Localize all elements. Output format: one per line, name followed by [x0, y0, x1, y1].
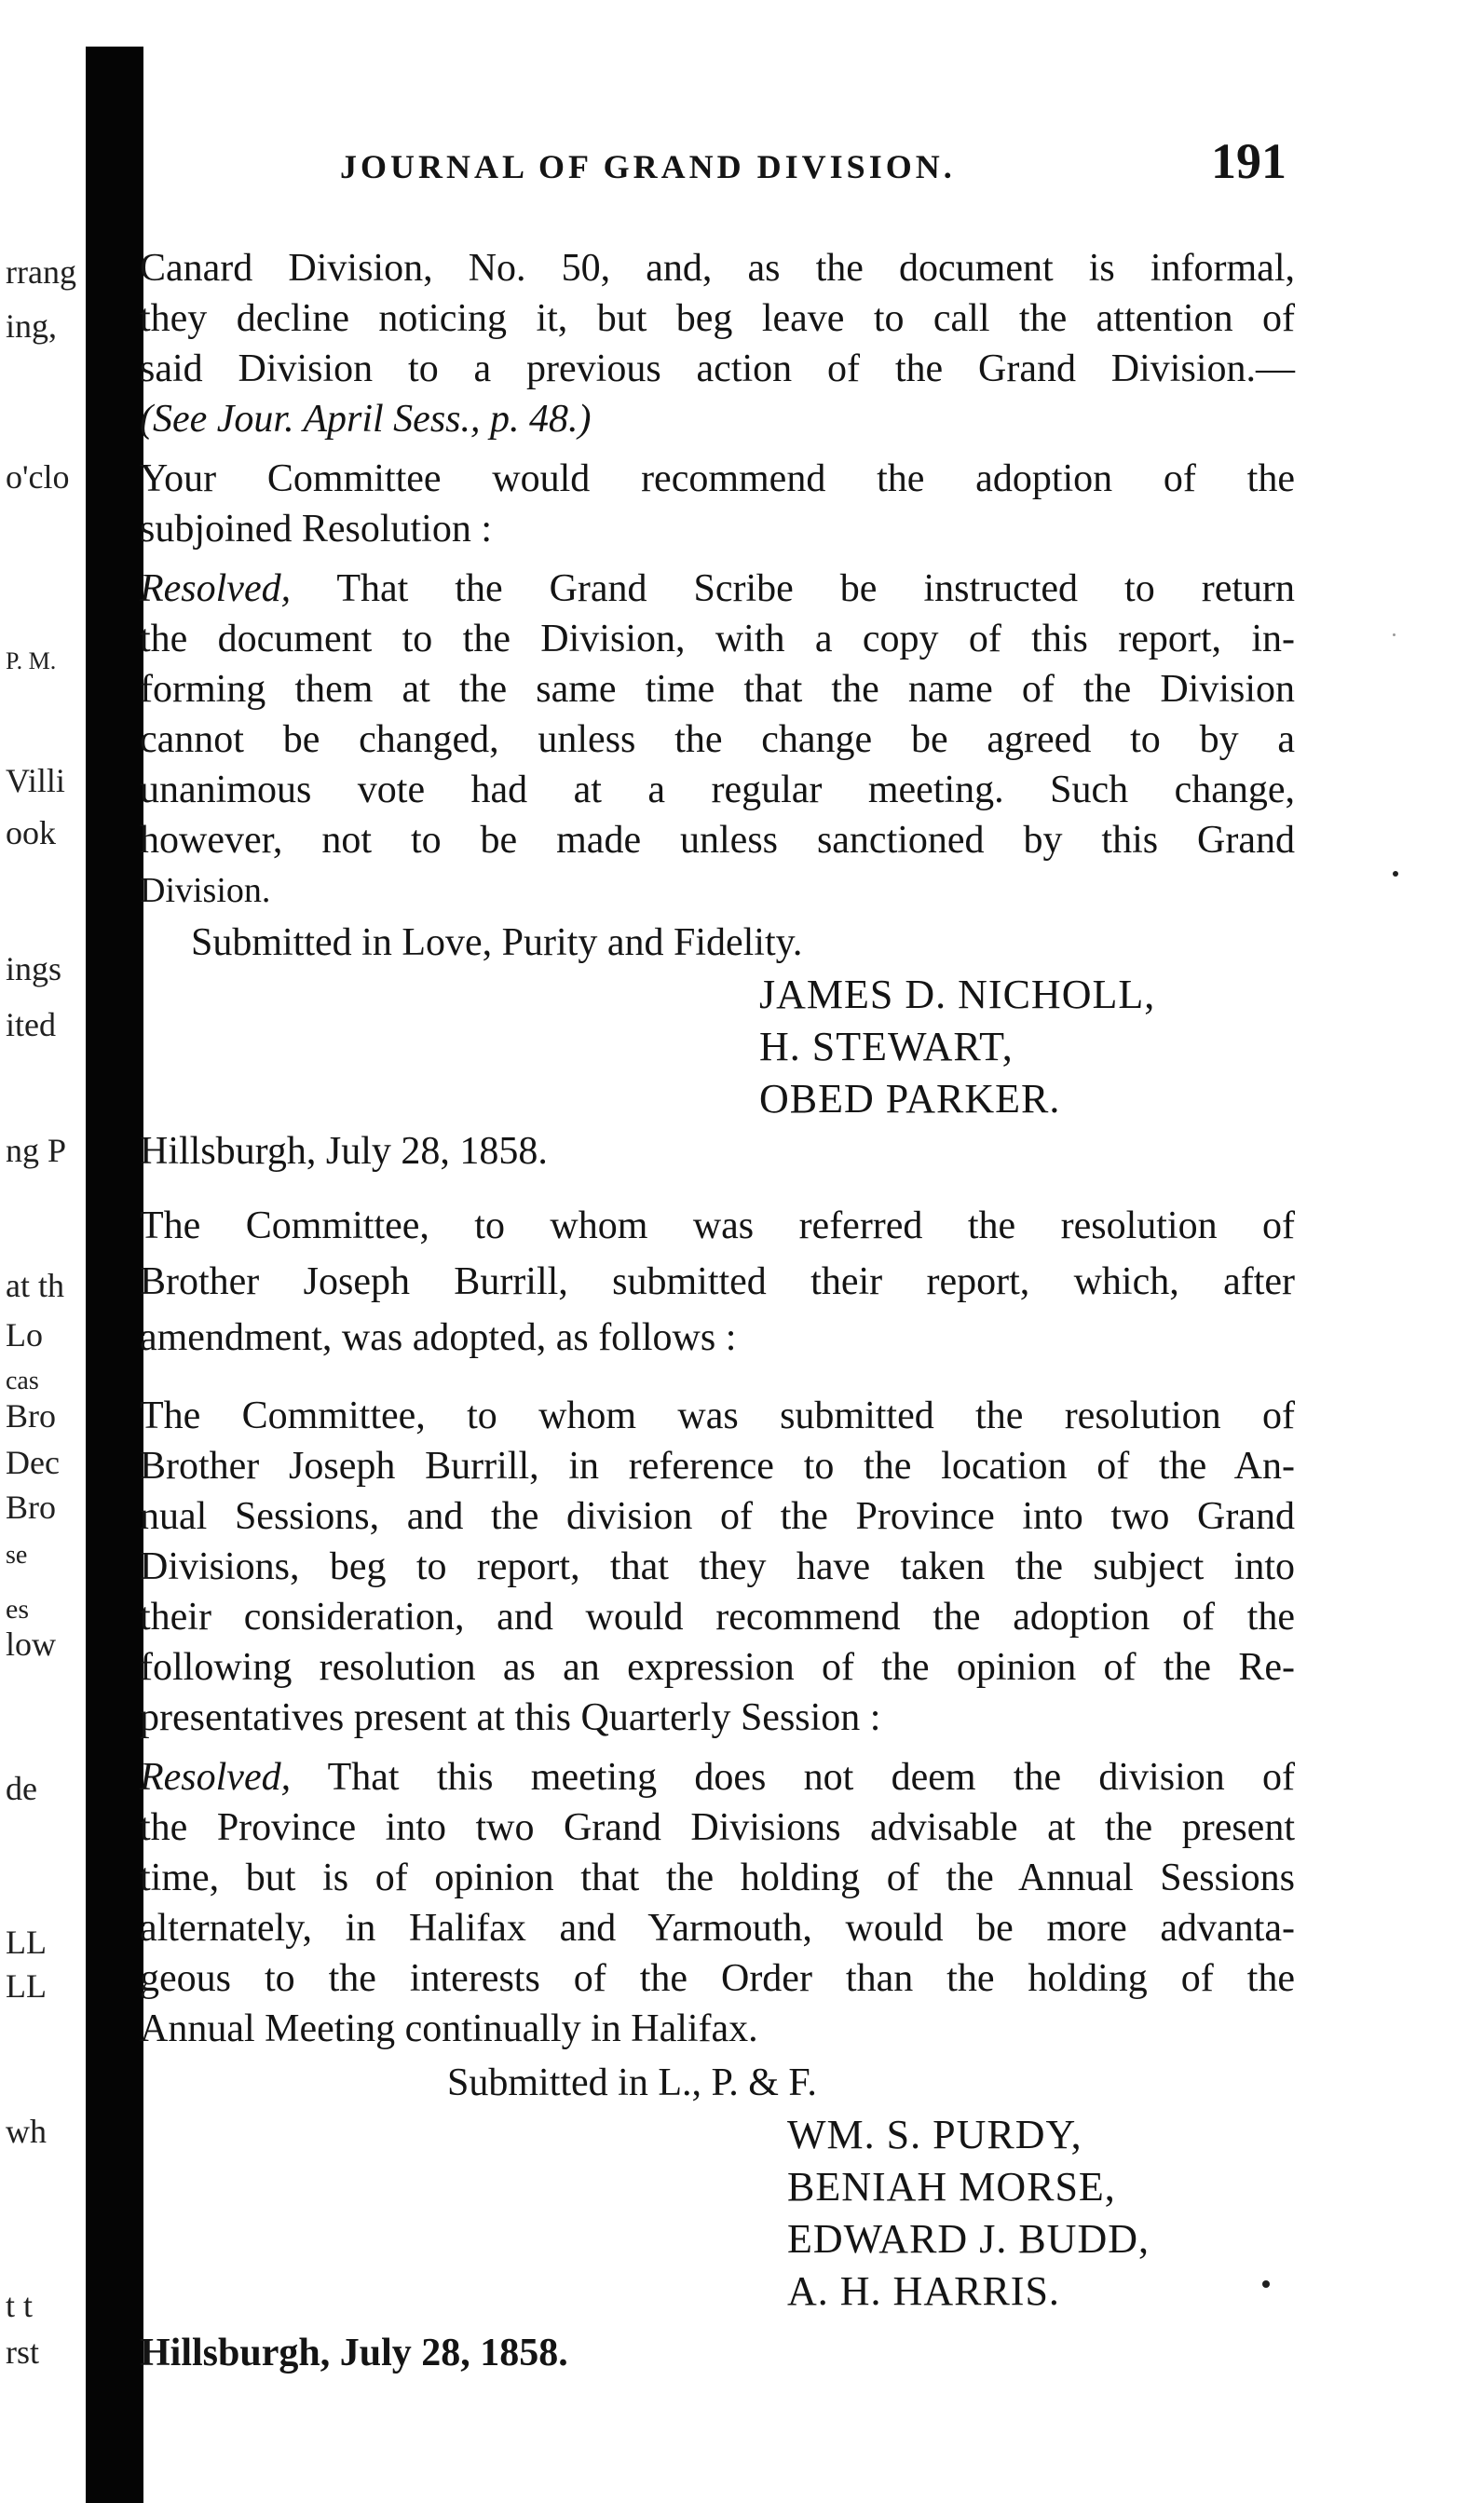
margin-fragment: rrang: [6, 253, 76, 291]
text-line: subjoined Resolution :: [140, 508, 492, 551]
margin-fragment: Bro: [6, 1397, 56, 1435]
resolution-line: Resolved, That the Grand Scribe be instructed to return: [140, 567, 1295, 610]
text-line: nual Sessions, and the division of the Province into two Grand: [140, 1495, 1295, 1538]
text-line: Brother Joseph Burrill, submitted their report, which, after: [140, 1260, 1295, 1303]
page-number: 191: [1211, 133, 1287, 189]
signatory: OBED PARKER.: [759, 1076, 1061, 1122]
text-line: their consideration, and would recommend the adoption of the: [140, 1596, 1295, 1639]
margin-fragment: t t: [6, 2287, 34, 2324]
text-line: cannot be changed, unless the change be agreed to by a: [140, 718, 1295, 761]
margin-fragment: se: [6, 1541, 28, 1570]
running-header: JOURNAL OF GRAND DIVISION.: [340, 148, 956, 185]
closing-line: Submitted in Love, Purity and Fidelity.: [191, 921, 803, 964]
margin-fragment: Dec: [6, 1444, 60, 1481]
resolved-word: Resolved,: [140, 1756, 292, 1799]
ink-speck: [1393, 871, 1398, 877]
signatory: BENIAH MORSE,: [787, 2164, 1116, 2210]
margin-fragment: Lo: [6, 1316, 43, 1354]
text-line: however, not to be made unless sanctioned by this Grand: [140, 819, 1295, 862]
margin-fragment: ing,: [6, 307, 58, 345]
text-line: Canard Division, No. 50, and, as the document is informal,: [140, 247, 1295, 290]
margin-fragment: ook: [6, 814, 56, 851]
text-line: following resolution as an expression of the opinion of the Re-: [140, 1646, 1295, 1689]
text-line: Your Committee would recommend the adoption of the: [140, 457, 1295, 500]
margin-fragment: ng P: [6, 1132, 67, 1169]
signatory: WM. S. PURDY,: [787, 2112, 1082, 2157]
margin-fragment: o'clo: [6, 458, 70, 496]
margin-fragment: ings: [6, 950, 62, 987]
text-line: the Province into two Grand Divisions advisable at the present: [140, 1806, 1295, 1849]
text-line: forming them at the same time that the name of the Division: [140, 668, 1295, 711]
margin-fragment: low: [6, 1626, 56, 1663]
margin-fragment: at th: [6, 1267, 64, 1304]
text-line: time, but is of opinion that the holding of the Annual Sessions: [140, 1857, 1295, 1899]
ink-speck: [1262, 2280, 1270, 2288]
margin-fragment: wh: [6, 2113, 47, 2150]
signatory: A. H. HARRIS.: [787, 2268, 1060, 2314]
dateline: Hillsburgh, July 28, 1858.: [140, 1130, 548, 1173]
resolution-line: Resolved, That this meeting does not deem the division of: [140, 1756, 1295, 1799]
ink-speck: [1393, 633, 1396, 636]
text-line: Annual Meeting continually in Halifax.: [140, 2007, 758, 2050]
margin-fragment: Bro: [6, 1489, 56, 1526]
text-line: the document to the Division, with a copy of this report, in-: [140, 618, 1295, 660]
margin-fragment: rst: [6, 2333, 39, 2371]
text-line: presentatives present at this Quarterly Session :: [140, 1696, 881, 1739]
margin-fragment: LL: [6, 1967, 47, 2005]
margin-fragment: de: [6, 1770, 37, 1807]
text-line: geous to the interests of the Order than the holding of the: [140, 1957, 1295, 2000]
text-line: they decline noticing it, but beg leave to call the attention of: [140, 297, 1295, 340]
closing-line: Submitted in L., P. & F.: [447, 2061, 817, 2104]
text-line: The Committee, to whom was referred the resolution of: [140, 1204, 1295, 1247]
dateline: Hillsburgh, July 28, 1858.: [140, 2332, 568, 2374]
text-line: Division.: [140, 871, 271, 910]
resolved-word: Resolved,: [140, 567, 292, 610]
margin-fragment: cas: [6, 1367, 39, 1395]
text-line: said Division to a previous action of the Grand Division.—: [140, 347, 1295, 390]
text-line: unanimous vote had at a regular meeting. Such change,: [140, 769, 1295, 811]
text-line: alternately, in Halifax and Yarmouth, would be more advanta-: [140, 1907, 1295, 1950]
text-line: amendment, was adopted, as follows :: [140, 1316, 737, 1359]
signatory: JAMES D. NICHOLL,: [759, 972, 1156, 1017]
margin-fragment: LL: [6, 1924, 47, 1961]
margin-fragment: Villi: [6, 762, 65, 799]
margin-fragment: ited: [6, 1006, 56, 1043]
text-line: The Committee, to whom was submitted the resolution of: [140, 1394, 1295, 1437]
text-line: Divisions, beg to report, that they have taken the subject into: [140, 1545, 1295, 1588]
margin-fragment: P. M.: [6, 647, 57, 674]
text-line: Brother Joseph Burrill, in reference to the location of the An-: [140, 1445, 1295, 1488]
citation: (See Jour. April Sess., p. 48.): [140, 398, 592, 441]
signatory: H. STEWART,: [759, 1024, 1014, 1069]
binding-shadow: [86, 47, 143, 2503]
margin-fragment: es: [6, 1594, 29, 1625]
signatory: EDWARD J. BUDD,: [787, 2216, 1150, 2262]
